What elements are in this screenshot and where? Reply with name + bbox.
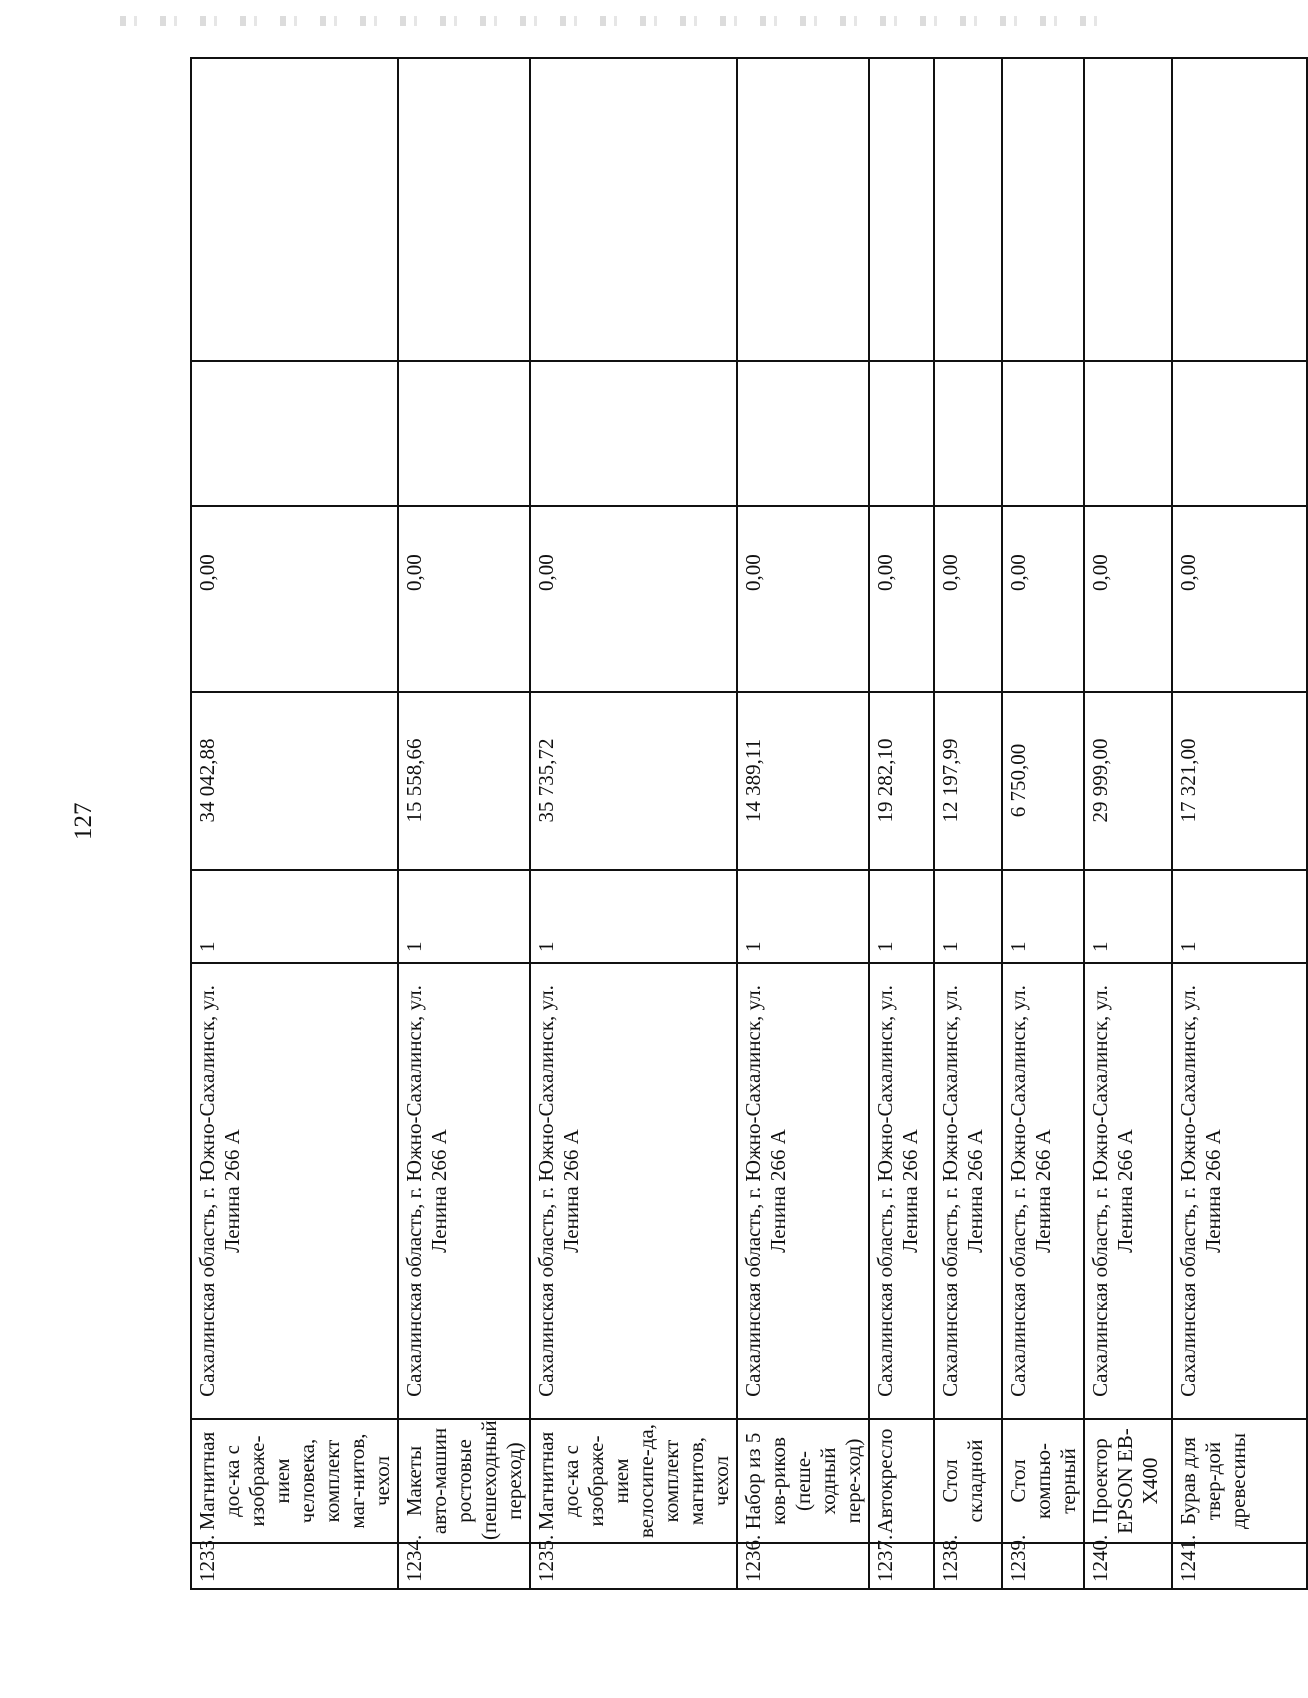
item-address: Сахалинская область, г. Южно-Сахалинск, ул. Ленина 266 А: [1084, 963, 1172, 1419]
item-extra-1: [530, 361, 737, 506]
item-balance: 0,00: [1172, 506, 1307, 692]
item-name: Макеты авто-машин ростовые (пешеходный переход): [398, 1419, 530, 1543]
item-extra-1: [191, 361, 398, 506]
table-row: [934, 58, 1002, 1589]
item-extra-2: [1172, 58, 1307, 361]
item-balance: 0,00: [398, 506, 530, 692]
inventory-table-rotated: [190, 59, 1250, 1590]
item-extra-1: [398, 361, 530, 506]
row-number: 1238.: [934, 1543, 1002, 1589]
item-extra-1: [737, 361, 869, 506]
table-body: [191, 58, 1307, 1589]
item-amount: 14 389,11: [737, 692, 869, 870]
row-number: 1241.: [1172, 1543, 1307, 1589]
item-name: Стол складной: [934, 1419, 1002, 1543]
page-number: 127: [70, 802, 97, 840]
item-balance: 0,00: [737, 506, 869, 692]
item-extra-1: [869, 361, 934, 506]
item-balance: 0,00: [934, 506, 1002, 692]
item-name: Проектор EPSON EB-X400: [1084, 1419, 1172, 1543]
item-address: Сахалинская область, г. Южно-Сахалинск, ул. Ленина 266 А: [398, 963, 530, 1419]
item-quantity: 1: [737, 870, 869, 963]
item-quantity: 1: [869, 870, 934, 963]
table-row: [398, 58, 530, 1589]
item-address: Сахалинская область, г. Южно-Сахалинск, ул. Ленина 266 А: [737, 963, 869, 1419]
item-balance: 0,00: [191, 506, 398, 692]
item-extra-1: [1172, 361, 1307, 506]
table-row: [737, 58, 869, 1589]
table-row: [530, 58, 737, 1589]
item-address: Сахалинская область, г. Южно-Сахалинск, ул. Ленина 266 А: [1002, 963, 1084, 1419]
row-number: 1240.: [1084, 1543, 1172, 1589]
item-address: Сахалинская область, г. Южно-Сахалинск, ул. Ленина 266 А: [1172, 963, 1307, 1419]
item-extra-2: [530, 58, 737, 361]
row-number: 1236.: [737, 1543, 869, 1589]
item-amount: 15 558,66: [398, 692, 530, 870]
item-quantity: 1: [398, 870, 530, 963]
inventory-table: [190, 57, 1308, 1590]
item-address: Сахалинская область, г. Южно-Сахалинск, ул. Ленина 266 А: [530, 963, 737, 1419]
item-quantity: 1: [1002, 870, 1084, 963]
row-number: 1237.: [869, 1543, 934, 1589]
item-extra-2: [398, 58, 530, 361]
item-amount: 35 735,72: [530, 692, 737, 870]
item-quantity: 1: [530, 870, 737, 963]
row-number: 1233.: [191, 1543, 398, 1589]
item-balance: 0,00: [1002, 506, 1084, 692]
item-name: Магнитная дос-ка с изображе-нием велосипе-да, комплект магнитов, чехол: [530, 1419, 737, 1543]
item-name: Стол компью-терный: [1002, 1419, 1084, 1543]
row-number: 1239.: [1002, 1543, 1084, 1589]
scan-noise-line: [120, 16, 1100, 26]
item-extra-2: [191, 58, 398, 361]
item-address: Сахалинская область, г. Южно-Сахалинск, ул. Ленина 266 А: [191, 963, 398, 1419]
table-row: [1172, 58, 1307, 1589]
item-quantity: 1: [191, 870, 398, 963]
table-row: [191, 58, 398, 1589]
item-extra-1: [1002, 361, 1084, 506]
item-amount: 19 282,10: [869, 692, 934, 870]
table-row: [1084, 58, 1172, 1589]
table-row: [1002, 58, 1084, 1589]
item-quantity: 1: [1084, 870, 1172, 963]
item-address: Сахалинская область, г. Южно-Сахалинск, ул. Ленина 266 А: [869, 963, 934, 1419]
item-amount: 29 999,00: [1084, 692, 1172, 870]
item-amount: 34 042,88: [191, 692, 398, 870]
item-name: Набор из 5 ков-риков (пеше-ходный пере-ход): [737, 1419, 869, 1543]
table-row: [869, 58, 934, 1589]
item-amount: 6 750,00: [1002, 692, 1084, 870]
item-extra-2: [737, 58, 869, 361]
item-amount: 17 321,00: [1172, 692, 1307, 870]
item-quantity: 1: [1172, 870, 1307, 963]
row-number: 1234.: [398, 1543, 530, 1589]
item-balance: 0,00: [530, 506, 737, 692]
item-extra-2: [934, 58, 1002, 361]
item-extra-1: [934, 361, 1002, 506]
item-name: Автокресло: [869, 1419, 934, 1543]
item-name: Магнитная дос-ка с изображе-нием человека, комплект маг-нитов, чехол: [191, 1419, 398, 1543]
item-extra-1: [1084, 361, 1172, 506]
item-extra-2: [869, 58, 934, 361]
item-address: Сахалинская область, г. Южно-Сахалинск, ул. Ленина 266 А: [934, 963, 1002, 1419]
item-quantity: 1: [934, 870, 1002, 963]
item-extra-2: [1084, 58, 1172, 361]
row-number: 1235.: [530, 1543, 737, 1589]
item-amount: 12 197,99: [934, 692, 1002, 870]
item-balance: 0,00: [869, 506, 934, 692]
item-name: Бурав для твер-дой древесины: [1172, 1419, 1307, 1543]
item-extra-2: [1002, 58, 1084, 361]
item-balance: 0,00: [1084, 506, 1172, 692]
